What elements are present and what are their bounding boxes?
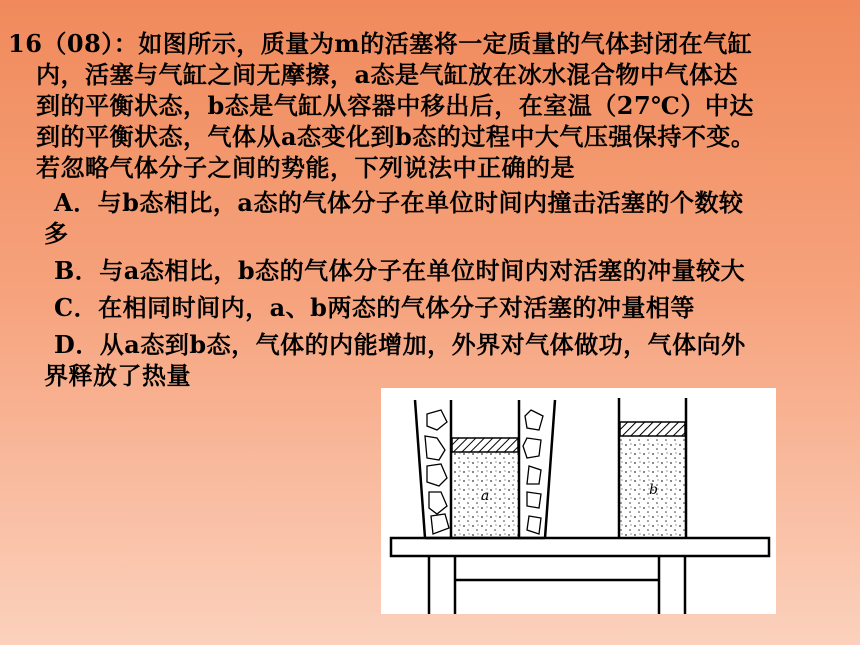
question-block [8, 28, 856, 391]
option-a-line-2: 多 [44, 219, 69, 248]
question-line-3: 到的平衡状态，b态是气缸从容器中移出后，在室温（27℃）中达 [36, 91, 754, 120]
apparatus-svg [381, 388, 776, 614]
question-line-1: 16（08）：如图所示，质量为m的活塞将一定质量的气体封闭在气缸 [8, 29, 753, 58]
option-d-line-1: D．从a态到b态，气体的内能增加，外界对气体做功，气体向外 [54, 330, 746, 359]
question-line-2: 内，活塞与气缸之间无摩擦，a态是气缸放在冰水混合物中气体达 [36, 60, 739, 89]
table-top [391, 538, 769, 556]
apparatus-figure [381, 388, 776, 614]
piston-a [452, 438, 518, 452]
option-d-line-2: 界释放了热量 [44, 361, 191, 390]
question-line-4: 到的平衡状态，气体从a态变化到b态的过程中大气压强保持不变。 [36, 122, 756, 151]
ice-chunks-left [425, 410, 449, 534]
ice-chunks-right [523, 410, 543, 534]
option-c: C．在相同时间内，a、b两态的气体分子对活塞的冲量相等 [54, 293, 695, 322]
question-line-5: 若忽略气体分子之间的势能，下列说法中正确的是 [36, 153, 575, 182]
label-a: a [481, 488, 490, 504]
option-b: B．与a态相比，b态的气体分子在单位时间内对活塞的冲量较大 [54, 256, 746, 285]
piston-b [620, 422, 685, 436]
option-a-line-1: A．与b态相比，a态的气体分子在单位时间内撞击活塞的个数较 [54, 188, 744, 217]
label-b: b [649, 482, 658, 498]
